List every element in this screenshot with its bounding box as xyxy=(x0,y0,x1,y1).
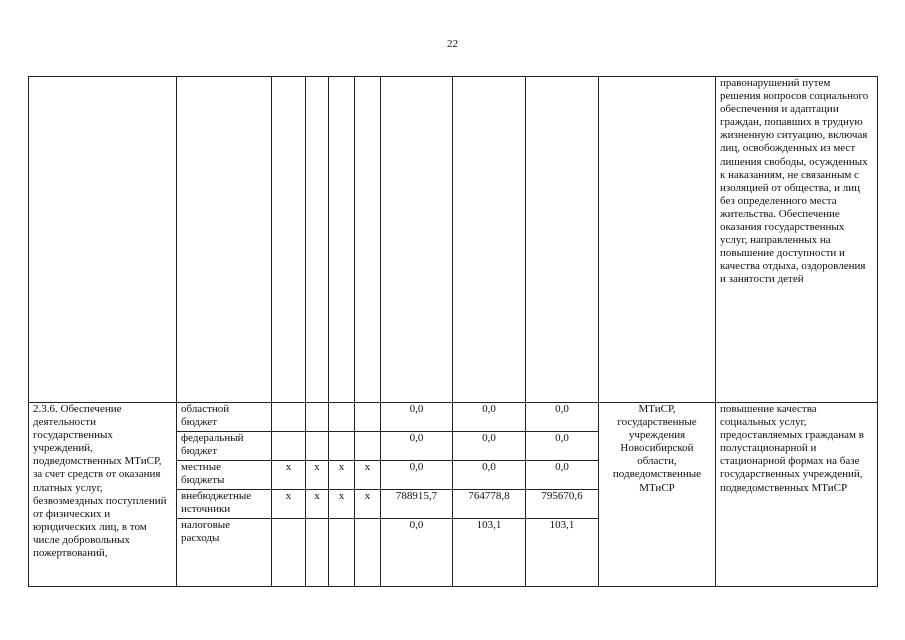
value-year-1: 0,0 xyxy=(381,403,453,432)
code-cell xyxy=(329,403,355,432)
code-cell xyxy=(306,403,329,432)
empty-cell xyxy=(381,77,453,403)
value-year-2: 764778,8 xyxy=(453,490,526,519)
code-cell: x xyxy=(272,490,306,519)
result-cell: повышение качества социальных услуг, предоставляемых гражданам в полустационарной и стационарной формах на базе государственных учреждений, подведомственных МТиСР xyxy=(716,403,878,587)
empty-cell xyxy=(177,77,272,403)
source-row xyxy=(29,403,878,432)
code-cell xyxy=(355,432,381,461)
executor-cell: МТиСР, государственные учреждения Новосибирской области, подведомственные МТиСР xyxy=(599,403,716,587)
value-year-2: 0,0 xyxy=(453,403,526,432)
code-cell: x xyxy=(329,461,355,490)
code-cell xyxy=(355,403,381,432)
code-cell xyxy=(355,519,381,587)
value-year-1: 788915,7 xyxy=(381,490,453,519)
code-cell: x xyxy=(355,461,381,490)
code-cell xyxy=(329,519,355,587)
source-name: областной бюджет xyxy=(177,403,272,432)
value-year-3: 0,0 xyxy=(526,461,599,490)
value-year-2: 103,1 xyxy=(453,519,526,587)
value-year-3: 0,0 xyxy=(526,403,599,432)
source-name: внебюджетные источники xyxy=(177,490,272,519)
value-year-1: 0,0 xyxy=(381,432,453,461)
value-year-3: 795670,6 xyxy=(526,490,599,519)
page-number: 22 xyxy=(447,38,458,50)
empty-cell xyxy=(453,77,526,403)
value-year-3: 0,0 xyxy=(526,432,599,461)
program-measures-table xyxy=(28,76,878,587)
measure-title-cell: 2.3.6. Обеспечение деятельности государственных учреждений, подведомственных МТиСР, за счет средств от оказания платных услуг, безвозмездных поступлений от физических и юридических лиц, в том числе добровольных пожертвований, xyxy=(29,403,177,587)
code-cell xyxy=(272,519,306,587)
code-cell xyxy=(306,432,329,461)
empty-cell xyxy=(355,77,381,403)
code-cell xyxy=(272,403,306,432)
source-name: налоговые расходы xyxy=(177,519,272,587)
value-year-2: 0,0 xyxy=(453,432,526,461)
value-year-2: 0,0 xyxy=(453,461,526,490)
empty-cell xyxy=(272,77,306,403)
value-year-1: 0,0 xyxy=(381,461,453,490)
empty-cell xyxy=(526,77,599,403)
empty-cell xyxy=(599,77,716,403)
value-year-3: 103,1 xyxy=(526,519,599,587)
code-cell xyxy=(306,519,329,587)
value-year-1: 0,0 xyxy=(381,519,453,587)
code-cell: x xyxy=(306,461,329,490)
empty-cell xyxy=(29,77,177,403)
continuation-row xyxy=(29,77,878,403)
source-name: федеральный бюджет xyxy=(177,432,272,461)
source-name: местные бюджеты xyxy=(177,461,272,490)
code-cell: x xyxy=(355,490,381,519)
code-cell: x xyxy=(306,490,329,519)
code-cell: x xyxy=(329,490,355,519)
code-cell xyxy=(329,432,355,461)
empty-cell xyxy=(306,77,329,403)
empty-cell xyxy=(329,77,355,403)
code-cell xyxy=(272,432,306,461)
code-cell: x xyxy=(272,461,306,490)
goal-text-cell: правонарушений путем решения вопросов социального обеспечения и адаптации граждан, попавших в трудную жизненную ситуацию, включая лиц, освобожденных из мест лишения свободы, осужденных к наказаниям, не связанным с изоляцией от общества, и лиц без определенного места жительства. Обеспечение оказания государственных услуг, направленных на повышение доступности и качества отдыха, оздоровления и занятости детей xyxy=(716,77,878,403)
